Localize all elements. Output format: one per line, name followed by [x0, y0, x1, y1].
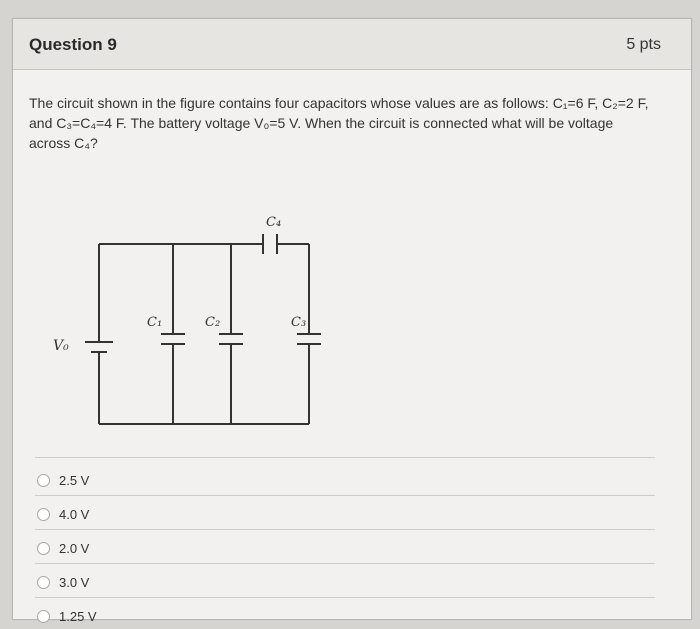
question-card: [12, 18, 692, 624]
answer-label[interactable]: 2.0 V: [59, 540, 90, 556]
answer-option-4[interactable]: [37, 569, 657, 595]
radio-button[interactable]: [37, 474, 50, 487]
c2-label: C₂: [205, 315, 221, 330]
question-text-line-2: and C₃=C₄=4 F. The battery voltage V₀=5 V. When the circuit is connected what will be voltage: [29, 115, 614, 131]
v0-label: V₀: [53, 338, 69, 354]
answer-divider-1: [35, 495, 655, 496]
answer-divider-0: [35, 457, 655, 458]
answer-divider-4: [35, 597, 655, 598]
answer-label[interactable]: 4.0 V: [59, 506, 90, 522]
answer-option-5[interactable]: [37, 603, 657, 629]
question-header: [13, 19, 691, 70]
answer-label[interactable]: 1.25 V: [59, 608, 97, 624]
c3-label: C₃: [291, 315, 307, 330]
answer-label[interactable]: 3.0 V: [59, 574, 90, 590]
c4-label: C₄: [266, 215, 282, 230]
answer-label[interactable]: 2.5 V: [59, 472, 90, 488]
question-text-line-3: across C₄?: [29, 135, 98, 151]
answer-option-3[interactable]: [37, 535, 657, 561]
radio-button[interactable]: [37, 610, 50, 623]
question-text-line-1: The circuit shown in the figure contains four capacitors whose values are as follows: C₁=6 F, C₂=2 F,: [29, 95, 649, 111]
circuit-diagram: [41, 204, 341, 439]
radio-button[interactable]: [37, 508, 50, 521]
radio-button[interactable]: [37, 542, 50, 555]
answer-divider-2: [35, 529, 655, 530]
radio-button[interactable]: [37, 576, 50, 589]
question-text: [29, 93, 669, 153]
question-points: 5 pts: [626, 36, 661, 53]
c1-label: C₁: [147, 315, 163, 330]
answer-option-2[interactable]: [37, 501, 657, 527]
question-title: Question 9: [29, 35, 117, 54]
answer-divider-3: [35, 563, 655, 564]
answer-option-1[interactable]: [37, 467, 657, 493]
